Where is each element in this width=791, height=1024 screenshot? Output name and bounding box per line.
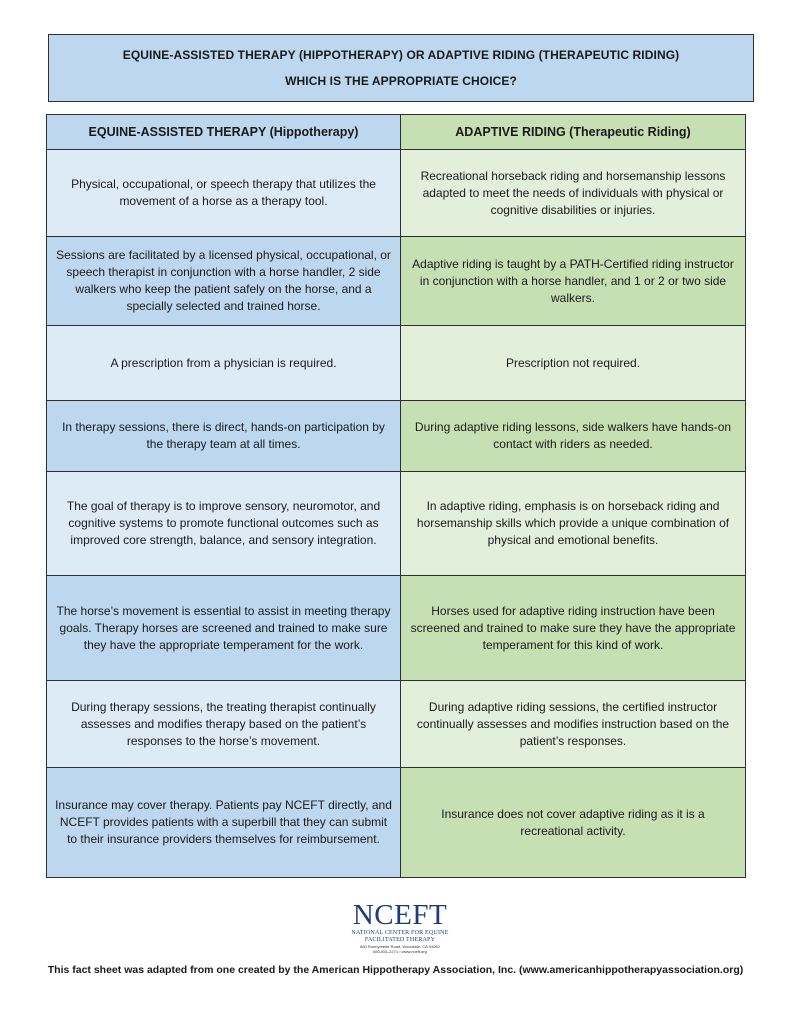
comparison-table: [46, 114, 746, 878]
footer-attribution: This fact sheet was adapted from one created by the American Hippotherapy Association, Inc. (www.americanhippotherapyassociation.org): [47, 964, 744, 976]
table-header-row: [47, 115, 746, 150]
hippotherapy-cell: The goal of therapy is to improve sensory, neuromotor, and cognitive systems to promote functional outcomes such as improved core strength, balance, and sensory integration.: [47, 472, 401, 576]
adaptive-riding-cell: During adaptive riding sessions, the certified instructor continually assesses and modifies instruction based on the patient’s responses.: [401, 681, 746, 768]
page-title: EQUINE-ASSISTED THERAPY (HIPPOTHERAPY) OR ADAPTIVE RIDING (THERAPEUTIC RIDING): [122, 48, 680, 62]
column-header-hippotherapy: EQUINE-ASSISTED THERAPY (Hippotherapy): [47, 115, 401, 150]
adaptive-riding-cell: Horses used for adaptive riding instruction have been screened and trained to make sure they have the appropriate temperament for this kind of work.: [401, 576, 746, 681]
table-row: [47, 326, 746, 401]
hippotherapy-cell: The horse’s movement is essential to assist in meeting therapy goals. Therapy horses are screened and trained to make sure they have the appropriate temperament for the work.: [47, 576, 401, 681]
hippotherapy-cell: During therapy sessions, the treating therapist continually assesses and modifies therapy based on the patient’s responses to the horse’s movement.: [47, 681, 401, 768]
logo-wordmark: NCEFT: [352, 899, 448, 931]
table-row: [47, 150, 746, 237]
column-header-adaptive-riding: ADAPTIVE RIDING (Therapeutic Riding): [401, 115, 746, 150]
adaptive-riding-cell: During adaptive riding lessons, side walkers have hands-on contact with riders as needed.: [401, 401, 746, 472]
table-row: [47, 401, 746, 472]
hippotherapy-cell: In therapy sessions, there is direct, hands-on participation by the therapy team at all times.: [47, 401, 401, 472]
adaptive-riding-cell: Insurance does not cover adaptive riding as it is a recreational activity.: [401, 768, 746, 878]
adaptive-riding-cell: Prescription not required.: [401, 326, 746, 401]
table-row: [47, 472, 746, 576]
logo-address: 880 Runnymede Road, Woodside, CA 94062: [360, 944, 440, 949]
logo-subtitle-line1: NATIONAL CENTER FOR EQUINE: [351, 930, 449, 936]
table-row: [47, 576, 746, 681]
table-row: [47, 681, 746, 768]
logo-subtitle-line2: FACILITATED THERAPY: [364, 937, 436, 943]
nceft-logo: [330, 900, 470, 954]
table-row: [47, 768, 746, 878]
hippotherapy-cell: A prescription from a physician is required.: [47, 326, 401, 401]
hippotherapy-cell: Insurance may cover therapy. Patients pay NCEFT directly, and NCEFT provides patients with a superbill that they can submit to their insurance providers themselves for reimbursement.: [47, 768, 401, 878]
hippotherapy-cell: Sessions are facilitated by a licensed physical, occupational, or speech therapist in conjunction with a horse handler, 2 side walkers who keep the patient safely on the horse, and a specially selected and trained horse.: [47, 237, 401, 326]
title-box: [48, 34, 754, 102]
hippotherapy-cell: Physical, occupational, or speech therapy that utilizes the movement of a horse as a therapy tool.: [47, 150, 401, 237]
page-subtitle: WHICH IS THE APPROPRIATE CHOICE?: [285, 74, 517, 88]
adaptive-riding-cell: Recreational horseback riding and horsemanship lessons adapted to meet the needs of individuals with physical or cognitive disabilities or injuries.: [401, 150, 746, 237]
adaptive-riding-cell: Adaptive riding is taught by a PATH-Certified riding instructor in conjunction with a horse handler, and 1 or 2 or two side walkers.: [401, 237, 746, 326]
table-row: [47, 237, 746, 326]
logo-contact: 650-851-2271 • www.nceft.org: [373, 949, 427, 954]
adaptive-riding-cell: In adaptive riding, emphasis is on horseback riding and horsemanship skills which provide a unique combination of physical and emotional benefits.: [401, 472, 746, 576]
